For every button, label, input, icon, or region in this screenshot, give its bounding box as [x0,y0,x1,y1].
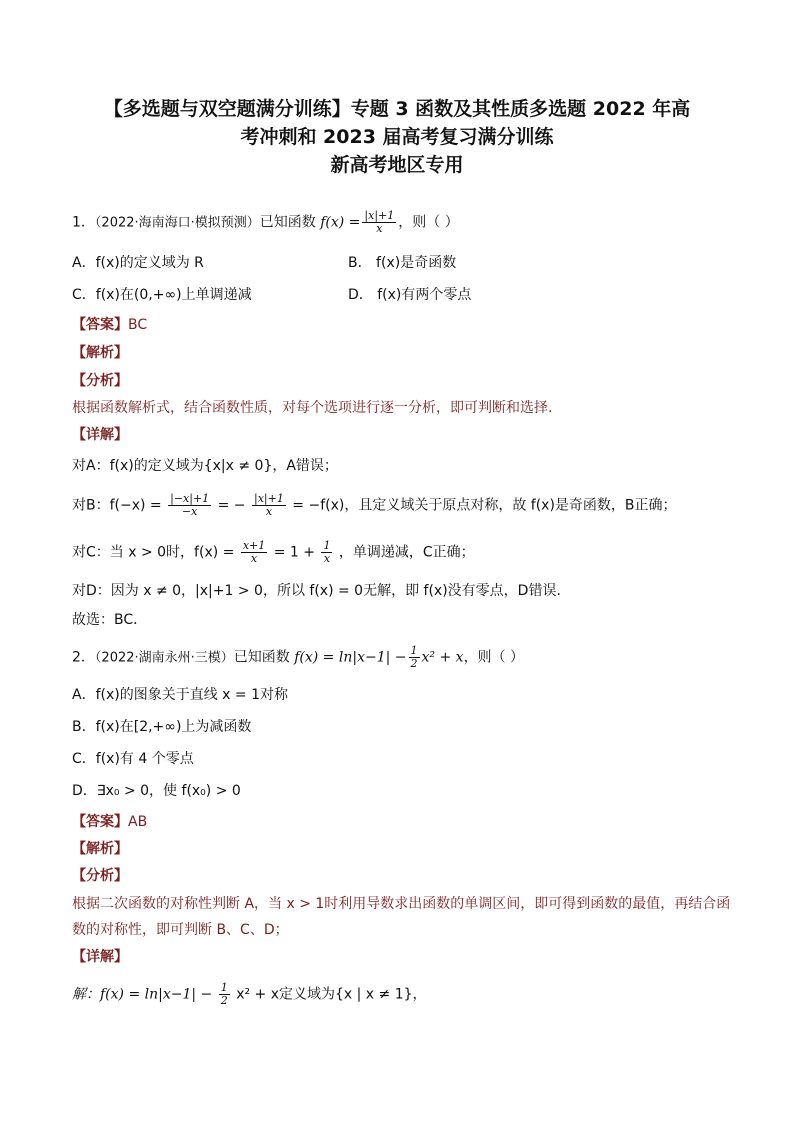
q2-fenxi-tag: 【分析】 [72,868,128,884]
q2-answer-value: AB [128,814,148,830]
q2-source: （2022·湖南永州·三模） [94,650,234,666]
q1-option-d: D． f(x)有两个零点 [348,287,472,303]
q1-sol-b-frac2-num: |x|+1 [254,492,284,505]
q1-choose: 故选：BC． [72,612,148,628]
q1-stem-text: 已知函数 [259,214,316,231]
q1-fraction [362,210,396,235]
q2-answer [72,812,147,832]
q2-frac-den: 2 [410,657,418,670]
q2-xiangjie-tag: 【详解】 [72,949,128,965]
q1-sol-c-start: 对C：当 x > 0时，f(x) = [72,544,235,561]
q1-stem [72,210,459,235]
q2-stem-text: 已知函数 [233,649,290,666]
q1-sol-b-frac2 [252,493,286,518]
q1-fenxi-tag: 【分析】 [72,373,128,389]
q1-option-b: B． f(x)是奇函数 [348,255,457,271]
q2-analysis-line1: 根据二次函数的对称性判断 A，当 x > 1时利用导数求出函数的单调区间，即可得到函数的最值，再结合函 [72,896,731,912]
q2-jiexi-tag: 【解析】 [72,841,128,857]
q1-answer [72,315,147,335]
q1-sol-c-end: ，单调递减，C正确； [338,544,475,561]
q2-option-b: B．f(x)在[2,+∞)上为减函数 [72,719,252,735]
q2-stem-end: ，则（ ） [463,649,525,666]
doc-title-line3: 新高考地区专用 [330,154,464,176]
q1-sol-c-frac2-num: 1 [323,539,331,552]
q2-option-a: A．f(x)的图象关于直线 x = 1对称 [72,687,288,703]
q2-function-a: f(x) = ln|x−1| − [294,649,407,666]
q1-number: 1． [72,214,95,231]
q2-option-c: C．f(x)有 4 个零点 [72,751,194,767]
q2-solution [72,982,427,1007]
q1-sol-c-frac2-den: x [323,552,331,565]
q1-sol-c-mid: = 1 + [273,544,315,561]
q2-function-b: x² + x [421,649,464,666]
q1-analysis: 根据函数解析式，结合函数性质，对每个选项进行逐一分析，即可判断和选择. [72,400,553,416]
q1-sol-b-frac1 [168,493,211,518]
q1-solution-c [72,540,475,565]
q1-sol-b-start: 对B：f(−x) = [72,497,162,514]
q1-sol-b-frac1-num: |−x|+1 [170,492,210,505]
q2-sol-start: 解：f(x) = ln|x−1| − [72,986,213,1003]
q2-analysis-line2: 数的对称性，即可判断 B、C、D； [72,922,289,938]
q2-option-d: D．∃x₀ > 0，使 f(x₀) > 0 [72,783,241,799]
doc-title-line1: 【多选题与双空题满分训练】专题 3 函数及其性质多选题 2022 年高 [103,98,691,120]
q2-sol-end: x² + x定义域为{x | x ≠ 1}， [236,986,427,1003]
q2-stem [72,645,524,670]
q1-solution-a: 对A：f(x)的定义域为{x|x ≠ 0}，A错误； [72,458,338,474]
q1-sol-b-frac2-den: x [265,505,273,518]
q2-sol-frac [219,982,230,1007]
q1-sol-b-frac1-den: −x [181,505,198,518]
q2-frac-num: 1 [410,644,418,657]
q1-sol-c-frac1-num: x+1 [242,539,266,552]
q1-solution-b [72,493,677,518]
q1-answer-value: BC [128,317,148,333]
doc-title-line2: 考冲刺和 2023 届高考复习满分训练 [240,126,554,148]
q1-frac-den: x [376,222,383,235]
q1-sol-b-end: = −f(x)，且定义域关于原点对称，故 f(x)是奇函数，B正确； [292,497,677,514]
q1-sol-c-frac1-den: x [250,552,258,565]
q1-answer-tag: 【答案】 [72,317,128,333]
q1-option-a: A．f(x)的定义域为 R [72,255,204,271]
q1-option-c: C．f(x)在(0,+∞)上单调递减 [72,287,252,303]
q1-function: f(x) = [320,214,361,231]
q2-number: 2． [72,649,95,666]
q1-stem-end: ，则（ ） [398,214,459,231]
q1-xiangjie-tag: 【详解】 [72,427,128,443]
q1-sol-c-frac2 [321,540,332,565]
q1-jiexi-tag: 【解析】 [72,345,128,361]
q1-frac-num: |x|+1 [364,209,395,222]
q1-source: （2022·海南海口·模拟预测） [94,215,260,231]
q1-solution-d: 对D：因为 x ≠ 0，|x|+1 > 0，所以 f(x) = 0无解，即 f(x)没有零点，D错误． [72,583,571,599]
q1-sol-c-frac1 [241,540,267,565]
q1-sol-b-mid: = − [217,497,246,514]
q2-fraction [409,645,420,670]
q2-sol-frac-num: 1 [220,981,228,994]
q2-sol-frac-den: 2 [220,994,228,1007]
q2-answer-tag: 【答案】 [72,814,128,830]
